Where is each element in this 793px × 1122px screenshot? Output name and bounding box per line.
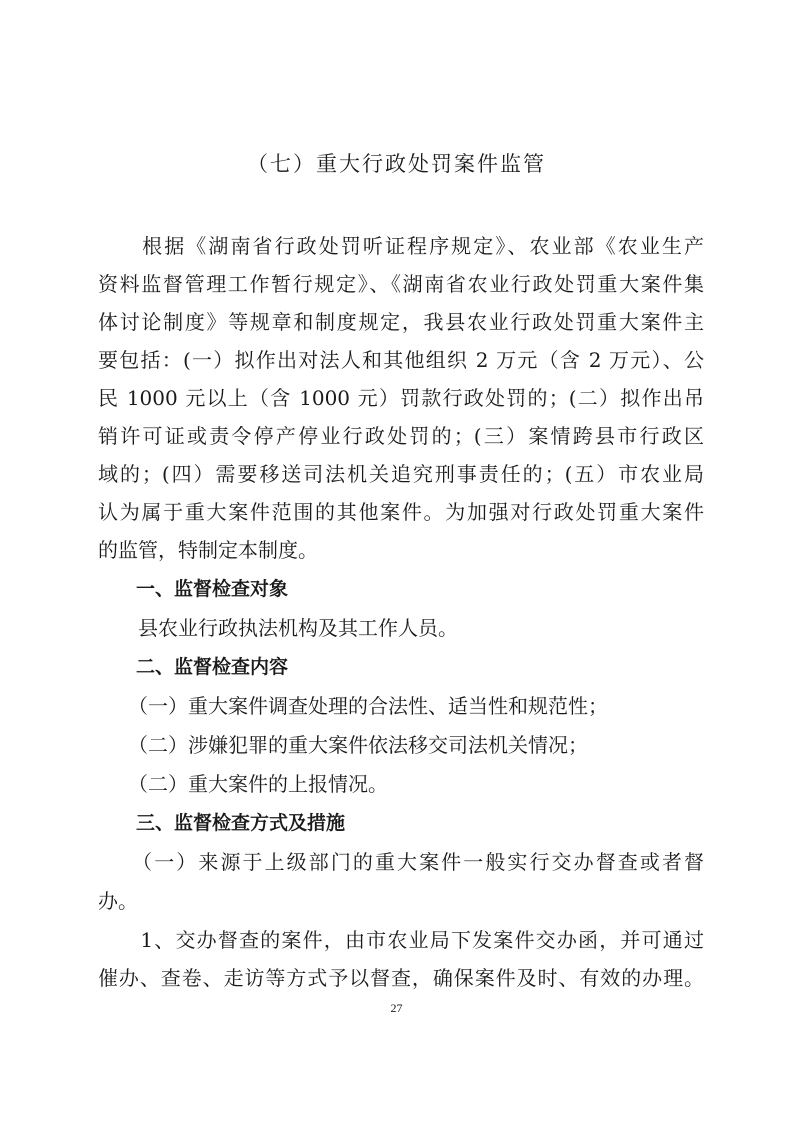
- section-heading: 一、监督检查对象: [98, 578, 289, 600]
- section-heading: 三、监督检查方式及措施: [98, 812, 346, 834]
- paragraph-line: 体讨论制度》等规章和制度规定，我县农业行政处罚重大案件主: [98, 310, 704, 334]
- paragraph-line: 民 1000 元以上（含 1000 元）罚款行政处罚的；(二）拟作出吊: [98, 386, 704, 410]
- paragraph-line: 认为属于重大案件范围的其他案件。为加强对行政处罚重大案件: [98, 500, 704, 524]
- paragraph-line: 要包括：(一）拟作出对法人和其他组织 2 万元（含 2 万元）、公: [98, 348, 704, 372]
- list-item: （二）涉嫌犯罪的重大案件依法移交司法机关情况；: [98, 733, 588, 757]
- paragraph-line: 资料监督管理工作暂行规定》、《湖南省农业行政处罚重大案件集: [98, 272, 704, 296]
- paragraph-line: 催办、查卷、走访等方式予以督查，确保案件及时、有效的办理。: [98, 966, 704, 990]
- paragraph-line: 的监管，特制定本制度。: [98, 538, 318, 562]
- paragraph-line: 1、交办督查的案件，由市农业局下发案件交办函，并可通过: [98, 928, 704, 952]
- page-number: 27: [390, 1001, 403, 1015]
- list-item: （二）重大案件的上报情况。: [98, 772, 388, 796]
- paragraph-line: 县农业行政执法机构及其工作人员。: [98, 616, 458, 640]
- paragraph-line: 办。: [98, 889, 138, 913]
- list-item: （一）重大案件调查处理的合法性、适当性和规范性；: [98, 694, 608, 718]
- paragraph-line: 销许可证或责令停产停业行政处罚的；(三）案情跨县市行政区: [98, 424, 704, 448]
- section-title: （七）重大行政处罚案件监管: [247, 152, 546, 176]
- paragraph-line: 域的；(四）需要移送司法机关追究刑事责任的；(五）市农业局: [98, 462, 704, 486]
- paragraph-line: 根据《湖南省行政处罚听证程序规定》、农业部《农业生产: [98, 234, 704, 258]
- section-heading: 二、监督检查内容: [98, 656, 289, 678]
- paragraph-line: （一）来源于上级部门的重大案件一般实行交办督查或者督: [98, 850, 704, 874]
